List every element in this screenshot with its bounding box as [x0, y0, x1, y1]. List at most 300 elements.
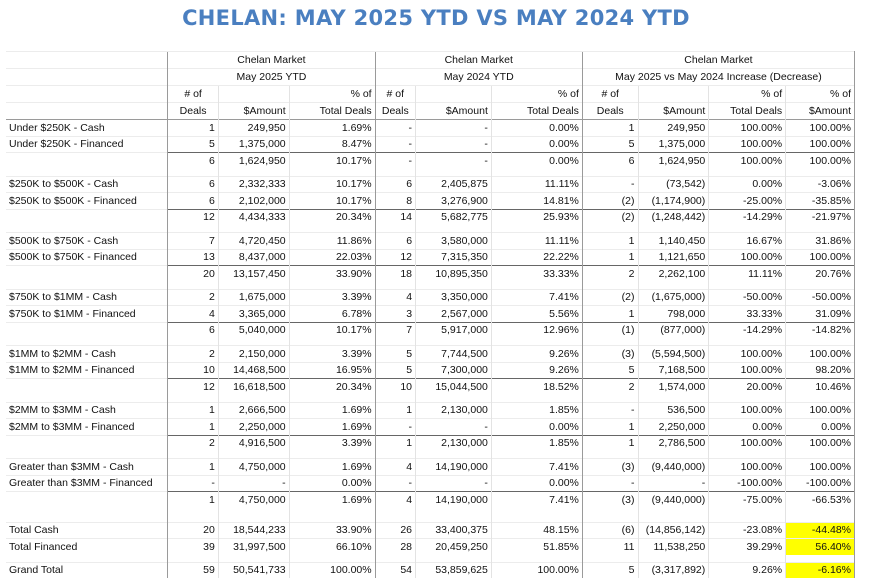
row-label: Grand Total — [6, 562, 168, 578]
value-cell: 11.11% — [709, 266, 786, 282]
value-cell: -25.00% — [709, 193, 786, 210]
value-cell: 33.33% — [709, 306, 786, 323]
value-cell: 100.00% — [709, 402, 786, 419]
value-cell: 1 — [582, 435, 638, 451]
value-cell: 4 — [375, 492, 415, 508]
group3-line2: May 2025 vs May 2024 Increase (Decrease) — [582, 69, 854, 86]
subtotal-row — [6, 322, 855, 338]
col-header-bottom: $Amount — [638, 103, 709, 120]
value-cell: 2,567,000 — [416, 306, 492, 323]
col-header-bottom: $Amount — [218, 103, 289, 120]
value-cell: 1.69% — [289, 459, 375, 476]
value-cell: 1 — [582, 233, 638, 250]
group2-line1: Chelan Market — [375, 52, 582, 69]
value-cell: 14,468,500 — [218, 362, 289, 379]
col-header-top: # of — [375, 86, 415, 103]
value-cell: 1 — [168, 120, 219, 137]
value-cell: (9,440,000) — [638, 492, 709, 508]
value-cell: 10 — [168, 362, 219, 379]
value-cell: 12 — [168, 209, 219, 225]
header-row-4 — [6, 103, 855, 120]
row-label: $500K to $750K - Cash — [6, 233, 168, 250]
value-cell: (5,594,500) — [638, 346, 709, 363]
value-cell: 13 — [168, 249, 219, 266]
value-cell: 7,315,350 — [416, 249, 492, 266]
col-header-bottom: $Amount — [786, 103, 855, 120]
value-cell: 7,300,000 — [416, 362, 492, 379]
value-cell: 249,950 — [218, 120, 289, 137]
value-cell: 2 — [582, 379, 638, 395]
value-cell: (73,542) — [638, 176, 709, 193]
value-cell: 18 — [375, 266, 415, 282]
row-label — [6, 435, 168, 451]
value-cell: 1,574,000 — [638, 379, 709, 395]
value-cell: 9.26% — [491, 362, 582, 379]
group1-line2: May 2025 YTD — [168, 69, 375, 86]
value-cell: 6 — [168, 176, 219, 193]
value-cell: 1 — [582, 120, 638, 137]
row-label — [6, 153, 168, 169]
value-cell: 22.03% — [289, 249, 375, 266]
row-label — [6, 266, 168, 282]
value-cell: 1.85% — [491, 402, 582, 419]
group1-line1: Chelan Market — [168, 52, 375, 69]
value-cell: - — [416, 475, 492, 492]
value-cell: 7.41% — [491, 492, 582, 508]
spacer-row — [6, 555, 855, 563]
subtotal-row — [6, 379, 855, 395]
table-row — [6, 475, 855, 492]
value-cell: 1 — [582, 249, 638, 266]
row-label: $250K to $500K - Cash — [6, 176, 168, 193]
value-cell: 26 — [375, 522, 415, 539]
value-cell: 10.17% — [289, 176, 375, 193]
header-row-3 — [6, 86, 855, 103]
value-cell: 2 — [582, 266, 638, 282]
value-cell: - — [582, 475, 638, 492]
value-cell: (3,317,892) — [638, 562, 709, 578]
value-cell: 2,102,000 — [218, 193, 289, 210]
value-cell: 3,276,900 — [416, 193, 492, 210]
value-cell: 2,786,500 — [638, 435, 709, 451]
value-cell: 100.00% — [786, 120, 855, 137]
value-cell: 0.00% — [491, 153, 582, 169]
table-row — [6, 522, 855, 539]
value-cell: 798,000 — [638, 306, 709, 323]
value-cell: 0.00% — [289, 475, 375, 492]
value-cell: 59 — [168, 562, 219, 578]
row-label: $500K to $750K - Financed — [6, 249, 168, 266]
value-cell: 100.00% — [786, 153, 855, 169]
value-cell: 4,434,333 — [218, 209, 289, 225]
value-cell: 18,544,233 — [218, 522, 289, 539]
value-cell: 0.00% — [786, 419, 855, 436]
value-cell: 6 — [582, 153, 638, 169]
value-cell: 1 — [168, 492, 219, 508]
group2-line2: May 2024 YTD — [375, 69, 582, 86]
value-cell: 4,720,450 — [218, 233, 289, 250]
value-cell: 1,375,000 — [638, 136, 709, 153]
value-cell: 4,916,500 — [218, 435, 289, 451]
value-cell: 2,250,000 — [218, 419, 289, 436]
value-cell: -23.08% — [709, 522, 786, 539]
value-cell: 50,541,733 — [218, 562, 289, 578]
page-title: CHELAN: MAY 2025 YTD VS MAY 2024 YTD — [182, 6, 690, 30]
value-cell: 5 — [582, 136, 638, 153]
value-cell: (2) — [582, 289, 638, 306]
value-cell: 14,190,000 — [416, 459, 492, 476]
value-cell: 33,400,375 — [416, 522, 492, 539]
table-row — [6, 539, 855, 555]
value-cell: -3.06% — [786, 176, 855, 193]
value-cell: - — [168, 475, 219, 492]
value-cell: 11.11% — [491, 176, 582, 193]
col-header-top: # of — [582, 86, 638, 103]
value-cell: 100.00% — [289, 562, 375, 578]
value-cell: 53,859,625 — [416, 562, 492, 578]
value-cell: 39 — [168, 539, 219, 555]
row-label: Under $250K - Financed — [6, 136, 168, 153]
value-cell: 20 — [168, 522, 219, 539]
value-cell: 3.39% — [289, 289, 375, 306]
value-cell: 51.85% — [491, 539, 582, 555]
value-cell: 10 — [375, 379, 415, 395]
table-row — [6, 562, 855, 578]
value-cell: 2,130,000 — [416, 402, 492, 419]
value-cell: 1 — [168, 402, 219, 419]
value-cell: 2,150,000 — [218, 346, 289, 363]
value-cell: 2,666,500 — [218, 402, 289, 419]
table-row — [6, 176, 855, 193]
value-cell: 3.39% — [289, 435, 375, 451]
value-cell: 11.86% — [289, 233, 375, 250]
value-cell: (1,174,900) — [638, 193, 709, 210]
value-cell: 0.00% — [709, 176, 786, 193]
value-cell: 100.00% — [709, 136, 786, 153]
value-cell: (1,675,000) — [638, 289, 709, 306]
value-cell: -6.16% — [786, 562, 855, 578]
value-cell: 98.20% — [786, 362, 855, 379]
value-cell: 20.34% — [289, 209, 375, 225]
row-label: $2MM to $3MM - Cash — [6, 402, 168, 419]
value-cell: 4,750,000 — [218, 492, 289, 508]
col-header-top: % of — [709, 86, 786, 103]
table-row — [6, 419, 855, 436]
value-cell: 2,405,875 — [416, 176, 492, 193]
value-cell: -21.97% — [786, 209, 855, 225]
value-cell: 0.00% — [491, 419, 582, 436]
spacer-row — [6, 282, 855, 290]
value-cell: 6.78% — [289, 306, 375, 323]
value-cell: 39.29% — [709, 539, 786, 555]
col-header-top: % of — [289, 86, 375, 103]
value-cell: 100.00% — [709, 459, 786, 476]
value-cell: 12 — [375, 249, 415, 266]
value-cell: -44.48% — [786, 522, 855, 539]
value-cell: 11 — [582, 539, 638, 555]
value-cell: - — [416, 120, 492, 137]
value-cell: 33.90% — [289, 266, 375, 282]
value-cell: - — [218, 475, 289, 492]
value-cell: 4 — [375, 289, 415, 306]
value-cell: 28 — [375, 539, 415, 555]
value-cell: 20.00% — [709, 379, 786, 395]
value-cell: 5 — [582, 362, 638, 379]
value-cell: 9.26% — [709, 562, 786, 578]
value-cell: - — [375, 136, 415, 153]
col-header-top: % of — [491, 86, 582, 103]
value-cell: 100.00% — [709, 362, 786, 379]
value-cell: - — [375, 120, 415, 137]
value-cell: 100.00% — [709, 120, 786, 137]
table-row — [6, 233, 855, 250]
value-cell: 12 — [168, 379, 219, 395]
value-cell: 18.52% — [491, 379, 582, 395]
value-cell: 536,500 — [638, 402, 709, 419]
value-cell: -50.00% — [786, 289, 855, 306]
value-cell: (14,856,142) — [638, 522, 709, 539]
table-row — [6, 136, 855, 153]
value-cell: - — [416, 136, 492, 153]
value-cell: 100.00% — [709, 435, 786, 451]
group3-line1: Chelan Market — [582, 52, 854, 69]
spacer-row — [6, 338, 855, 346]
value-cell: 25.93% — [491, 209, 582, 225]
value-cell: - — [375, 419, 415, 436]
table-row — [6, 193, 855, 210]
value-cell: 100.00% — [786, 249, 855, 266]
col-header-top — [416, 86, 492, 103]
value-cell: 2 — [168, 435, 219, 451]
value-cell: 7.41% — [491, 289, 582, 306]
value-cell: 10.46% — [786, 379, 855, 395]
value-cell: -66.53% — [786, 492, 855, 508]
value-cell: 1 — [375, 435, 415, 451]
spacer-row — [6, 225, 855, 233]
value-cell: 1 — [375, 402, 415, 419]
table-row — [6, 289, 855, 306]
col-header-bottom: Deals — [375, 103, 415, 120]
value-cell: 33.33% — [491, 266, 582, 282]
value-cell: 100.00% — [786, 435, 855, 451]
value-cell: 7,744,500 — [416, 346, 492, 363]
value-cell: 2,332,333 — [218, 176, 289, 193]
value-cell: 1 — [582, 419, 638, 436]
value-cell: - — [375, 475, 415, 492]
spacer-row — [6, 395, 855, 403]
value-cell: 10,895,350 — [416, 266, 492, 282]
value-cell: 8 — [375, 193, 415, 210]
value-cell: (2) — [582, 193, 638, 210]
value-cell: 6 — [168, 322, 219, 338]
value-cell: 31,997,500 — [218, 539, 289, 555]
row-label: Greater than $3MM - Financed — [6, 475, 168, 492]
subtotal-row — [6, 435, 855, 451]
value-cell: 14.81% — [491, 193, 582, 210]
value-cell: - — [582, 402, 638, 419]
value-cell: 1,140,450 — [638, 233, 709, 250]
value-cell: (3) — [582, 459, 638, 476]
value-cell: 4 — [168, 306, 219, 323]
value-cell: 1,375,000 — [218, 136, 289, 153]
value-cell: (1,248,442) — [638, 209, 709, 225]
row-label: $1MM to $2MM - Cash — [6, 346, 168, 363]
value-cell: 56.40% — [786, 539, 855, 555]
value-cell: 1 — [582, 306, 638, 323]
value-cell: 1.69% — [289, 492, 375, 508]
value-cell: 10.17% — [289, 153, 375, 169]
subtotal-row — [6, 153, 855, 169]
value-cell: 0.00% — [709, 419, 786, 436]
value-cell: 31.09% — [786, 306, 855, 323]
table-row — [6, 120, 855, 137]
value-cell: 3,350,000 — [416, 289, 492, 306]
value-cell: (2) — [582, 209, 638, 225]
value-cell: 9.26% — [491, 346, 582, 363]
value-cell: 14 — [375, 209, 415, 225]
value-cell: 2 — [168, 346, 219, 363]
value-cell: 0.00% — [491, 475, 582, 492]
value-cell: 6 — [375, 176, 415, 193]
value-cell: -75.00% — [709, 492, 786, 508]
table-row — [6, 402, 855, 419]
value-cell: 20 — [168, 266, 219, 282]
value-cell: 4 — [375, 459, 415, 476]
value-cell: 31.86% — [786, 233, 855, 250]
value-cell: (1) — [582, 322, 638, 338]
value-cell: 6 — [168, 193, 219, 210]
value-cell: 11,538,250 — [638, 539, 709, 555]
value-cell: 1 — [168, 419, 219, 436]
value-cell: 1.69% — [289, 419, 375, 436]
value-cell: 100.00% — [709, 153, 786, 169]
value-cell: 100.00% — [786, 402, 855, 419]
value-cell: 22.22% — [491, 249, 582, 266]
row-label: Total Cash — [6, 522, 168, 539]
table-row — [6, 306, 855, 323]
header-row-2 — [6, 69, 855, 86]
value-cell: 33.90% — [289, 522, 375, 539]
value-cell: 1,624,950 — [218, 153, 289, 169]
value-cell: 20.34% — [289, 379, 375, 395]
value-cell: (3) — [582, 346, 638, 363]
row-label — [6, 209, 168, 225]
value-cell: 7.41% — [491, 459, 582, 476]
value-cell: -14.82% — [786, 322, 855, 338]
value-cell: 1.69% — [289, 402, 375, 419]
value-cell: -100.00% — [786, 475, 855, 492]
value-cell: 5 — [582, 562, 638, 578]
col-header-top — [638, 86, 709, 103]
value-cell: 5,040,000 — [218, 322, 289, 338]
value-cell: 2,130,000 — [416, 435, 492, 451]
value-cell: 48.15% — [491, 522, 582, 539]
value-cell: 1.69% — [289, 120, 375, 137]
value-cell: (877,000) — [638, 322, 709, 338]
row-label: Total Financed — [6, 539, 168, 555]
value-cell: 7 — [168, 233, 219, 250]
value-cell: 1 — [168, 459, 219, 476]
value-cell: 2 — [168, 289, 219, 306]
value-cell: 7,168,500 — [638, 362, 709, 379]
value-cell: -14.29% — [709, 209, 786, 225]
col-header-bottom: Deals — [582, 103, 638, 120]
spacer-row — [6, 508, 855, 515]
row-label: $750K to $1MM - Financed — [6, 306, 168, 323]
value-cell: 14,190,000 — [416, 492, 492, 508]
subtotal-row — [6, 266, 855, 282]
value-cell: -50.00% — [709, 289, 786, 306]
value-cell: 5,917,000 — [416, 322, 492, 338]
value-cell: 16.95% — [289, 362, 375, 379]
value-cell: -35.85% — [786, 193, 855, 210]
value-cell: -14.29% — [709, 322, 786, 338]
col-header-bottom: Total Deals — [709, 103, 786, 120]
value-cell: 8.47% — [289, 136, 375, 153]
value-cell: 20,459,250 — [416, 539, 492, 555]
value-cell: 4,750,000 — [218, 459, 289, 476]
value-cell: 0.00% — [491, 136, 582, 153]
value-cell: 1.85% — [491, 435, 582, 451]
col-header-bottom: Deals — [168, 103, 219, 120]
value-cell: 100.00% — [786, 346, 855, 363]
table-row — [6, 362, 855, 379]
value-cell: 100.00% — [786, 136, 855, 153]
table-row — [6, 459, 855, 476]
value-cell: (6) — [582, 522, 638, 539]
spacer-row — [6, 169, 855, 177]
row-label: $1MM to $2MM - Financed — [6, 362, 168, 379]
value-cell: - — [416, 153, 492, 169]
row-label — [6, 379, 168, 395]
value-cell: 12.96% — [491, 322, 582, 338]
row-label: $250K to $500K - Financed — [6, 193, 168, 210]
row-label: Under $250K - Cash — [6, 120, 168, 137]
value-cell: 1,675,000 — [218, 289, 289, 306]
value-cell: 1,121,650 — [638, 249, 709, 266]
value-cell: 249,950 — [638, 120, 709, 137]
value-cell: 5 — [375, 346, 415, 363]
value-cell: 0.00% — [491, 120, 582, 137]
value-cell: 54 — [375, 562, 415, 578]
table-row — [6, 249, 855, 266]
value-cell: 3,580,000 — [416, 233, 492, 250]
value-cell: 15,044,500 — [416, 379, 492, 395]
value-cell: 100.00% — [709, 346, 786, 363]
value-cell: 66.10% — [289, 539, 375, 555]
value-cell: (9,440,000) — [638, 459, 709, 476]
value-cell: -100.00% — [709, 475, 786, 492]
value-cell: 2,250,000 — [638, 419, 709, 436]
value-cell: 5,682,775 — [416, 209, 492, 225]
value-cell: 11.11% — [491, 233, 582, 250]
value-cell: 100.00% — [491, 562, 582, 578]
comparison-table — [6, 51, 855, 578]
col-header-bottom: $Amount — [416, 103, 492, 120]
col-header-bottom: Total Deals — [491, 103, 582, 120]
row-label: $2MM to $3MM - Financed — [6, 419, 168, 436]
header-row-1 — [6, 52, 855, 69]
value-cell: - — [638, 475, 709, 492]
value-cell: 13,157,450 — [218, 266, 289, 282]
row-label — [6, 322, 168, 338]
value-cell: 8,437,000 — [218, 249, 289, 266]
row-label: Greater than $3MM - Cash — [6, 459, 168, 476]
value-cell: 16.67% — [709, 233, 786, 250]
row-label: $750K to $1MM - Cash — [6, 289, 168, 306]
col-header-top: % of — [786, 86, 855, 103]
col-header-top — [218, 86, 289, 103]
